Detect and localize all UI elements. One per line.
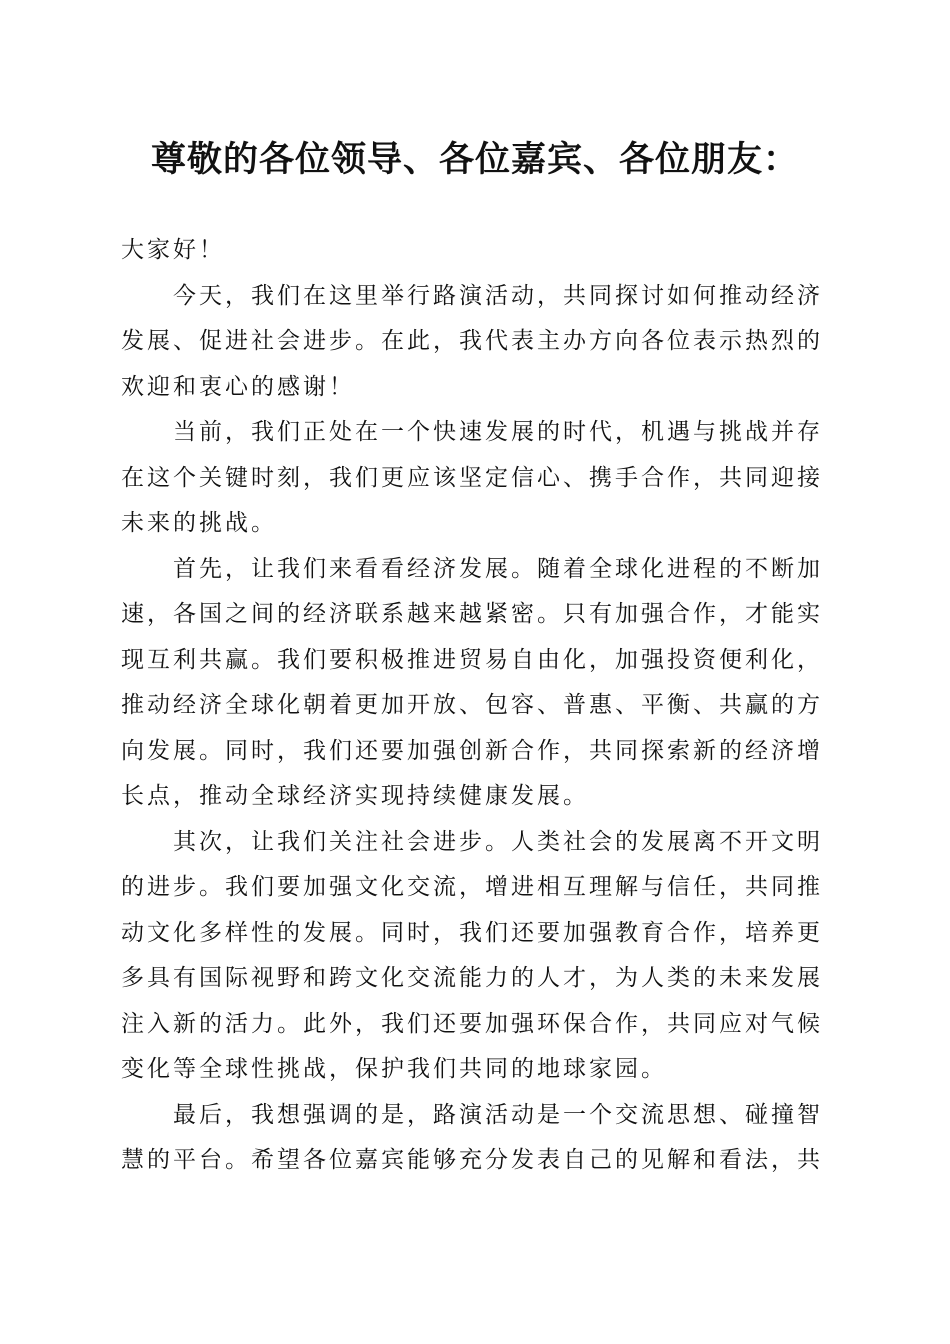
body-paragraph: 其次，让我们关注社会进步。人类社会的发展离不开文明的进步。我们要加强文化交流，增进相互理解与信任，共同推动文化多样性的发展。同时，我们还要加强教育合作，培养更多具有国际视野和跨文化交流能力的人才，为人类的未来发展注入新的活力。此外，我们还要加强环保合作，共同应对气候变化等全球性挑战，保护我们共同的地球家园。 <box>121 828 823 1082</box>
document-title: 尊敬的各位领导、各位嘉宾、各位朋友： <box>150 139 799 180</box>
body-paragraph: 今天，我们在这里举行路演活动，共同探讨如何推动经济发展、促进社会进步。在此，我代表主办方向各位表示热烈的欢迎和衷心的感谢！ <box>121 282 823 400</box>
body-paragraph: 首先，让我们来看看经济发展。随着全球化进程的不断加速，各国之间的经济联系越来越紧密。只有加强合作，才能实现互利共赢。我们要积极推进贸易自由化，加强投资便利化，推动经济全球化朝着更加开放、包容、普惠、平衡、共赢的方向发展。同时，我们还要加强创新合作，共同探索新的经济增长点，推动全球经济实现持续健康发展。 <box>121 555 823 809</box>
body-paragraph: 最后，我想强调的是，路演活动是一个交流思想、碰撞智慧的平台。希望各位嘉宾能够充分发表自己的见解和看法，共 <box>121 1101 823 1173</box>
document-body <box>121 228 823 1184</box>
body-paragraph: 当前，我们正处在一个快速发展的时代，机遇与挑战并存在这个关键时刻，我们更应该坚定信心、携手合作，共同迎接未来的挑战。 <box>121 419 823 536</box>
greeting-paragraph: 大家好！ <box>121 237 225 263</box>
